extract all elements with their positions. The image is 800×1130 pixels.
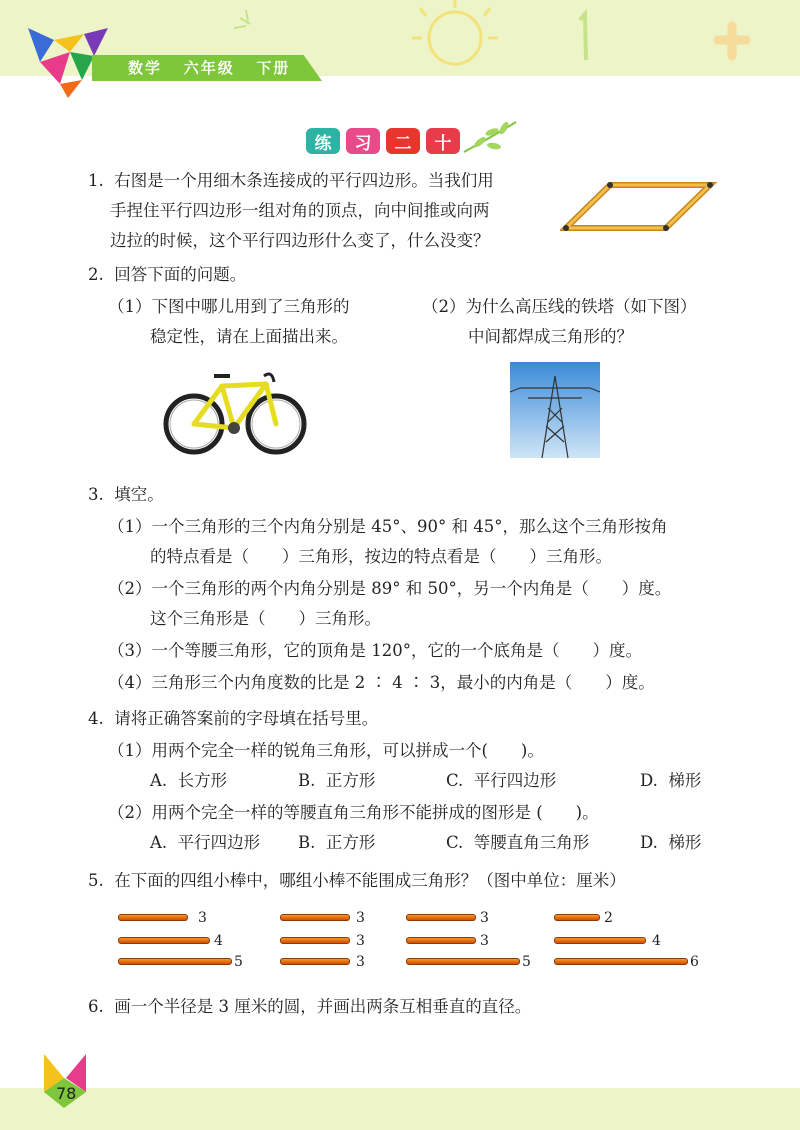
stick-g4-3-length: 6 (690, 954, 699, 970)
bicycle-image (160, 362, 310, 458)
plus-icon (718, 26, 746, 56)
q4-sub1: （1）用两个完全一样的锐角三角形，可以拼成一个( )。 (108, 741, 544, 760)
title-char-2: 习 (346, 128, 380, 154)
stick-g1-2-length: 4 (214, 933, 223, 949)
stick-g2-2-length: 3 (356, 933, 365, 949)
stick-g1-3 (118, 958, 232, 965)
stick-g4-2-length: 4 (652, 933, 661, 949)
q4-option-2a: A. 平行四边形 (150, 833, 261, 852)
q4-option-2b: B. 正方形 (298, 833, 376, 852)
q4-sub2: （2）用两个完全一样的等腰直角三角形不能拼成的图形是 ( )。 (108, 803, 599, 822)
volume-label: 下册 (256, 59, 291, 77)
q4-option-2c: C. 等腰直角三角形 (446, 833, 590, 852)
q3-heading: 3. 填空。 (88, 485, 164, 504)
stick-g4-3 (554, 958, 688, 965)
stick-g3-2 (406, 937, 476, 944)
sun-icon (429, 12, 481, 64)
stick-g1-1-length: 3 (198, 910, 207, 926)
stick-g4-2 (554, 937, 646, 944)
stick-g4-1-length: 2 (604, 910, 613, 926)
stick-g3-1-length: 3 (480, 910, 489, 926)
title-char-4: 十 (426, 128, 460, 154)
q3-line-1: （1）一个三角形的三个内角分别是 45°、90° 和 45°，那么这个三角形按角 (108, 517, 668, 536)
stick-g1-3-length: 5 (234, 954, 243, 970)
q4-option-1a: A. 长方形 (150, 771, 228, 790)
q2-sub1-line-1: （1）下图中哪儿用到了三角形的 (108, 297, 350, 316)
stick-g2-3-length: 3 (356, 954, 365, 970)
q4-option-2d: D. 梯形 (640, 833, 702, 852)
stick-g2-1-length: 3 (356, 910, 365, 926)
q4-option-1b: B. 正方形 (298, 771, 376, 790)
leaf-branch-icon (460, 118, 520, 158)
title-char-3: 二 (386, 128, 420, 154)
q3-line-4: 这个三角形是（ ）三角形。 (150, 609, 381, 628)
one-glyph-icon (580, 14, 586, 60)
power-tower-image (510, 362, 600, 458)
stick-g3-1 (406, 914, 476, 921)
q3-line-5: （3）一个等腰三角形，它的顶角是 120°，它的一个底角是（ ）度。 (108, 641, 642, 660)
grade-label: 六年级 (183, 59, 235, 77)
q2-sub2-line-2: 中间都焊成三角形的？ (468, 327, 633, 346)
q2-sub1-line-2: 稳定性，请在上面描出来。 (150, 327, 348, 346)
q3-line-3: （2）一个三角形的两个内角分别是 89° 和 50°，另一个内角是（ ）度。 (108, 579, 672, 598)
title-char-1: 练 (306, 128, 340, 154)
q3-line-2: 的特点看是（ ）三角形，按边的特点看是（ ）三角形。 (150, 547, 612, 566)
q1-line-1: 1. 右图是一个用细木条连接成的平行四边形。当我们用 (88, 171, 494, 190)
stick-g4-1 (554, 914, 600, 921)
stick-g2-1 (280, 914, 350, 921)
subject-label: 数学 (128, 59, 163, 77)
stick-g1-2 (118, 937, 210, 944)
sparkle-icon (234, 10, 250, 28)
page-number: 78 (56, 1084, 77, 1103)
wooden-parallelogram-figure (560, 178, 720, 234)
stick-g3-2-length: 3 (480, 933, 489, 949)
bottom-band (0, 1088, 800, 1130)
q5-heading: 5. 在下面的四组小棒中，哪组小棒不能围成三角形？（图中单位：厘米） (88, 871, 626, 890)
q2-sub2-line-1: （2）为什么高压线的铁塔（如下图） (422, 297, 697, 316)
q3-line-6: （4）三角形三个内角度数的比是 2 ∶ 4 ∶ 3，最小的内角是（ ）度。 (108, 673, 655, 692)
stick-g3-3 (406, 958, 520, 965)
q6-text: 6. 画一个半径是 3 厘米的圆，并画出两条互相垂直的直径。 (88, 997, 532, 1016)
q1-line-2: 手捏住平行四边形一组对角的顶点，向中间推或向两 (110, 201, 490, 220)
q1-line-3: 边拉的时候，这个平行四边形什么变了，什么没变？ (110, 231, 490, 250)
q4-heading: 4. 请将正确答案前的字母填在括号里。 (88, 709, 379, 728)
stick-g1-1 (118, 914, 188, 921)
stick-g2-2 (280, 937, 350, 944)
q4-option-1c: C. 平行四边形 (446, 771, 557, 790)
q2-heading: 2. 回答下面的问题。 (88, 265, 247, 284)
stick-g3-3-length: 5 (522, 954, 531, 970)
book-header (128, 57, 290, 78)
stick-g2-3 (280, 958, 350, 965)
q4-option-1d: D. 梯形 (640, 771, 702, 790)
